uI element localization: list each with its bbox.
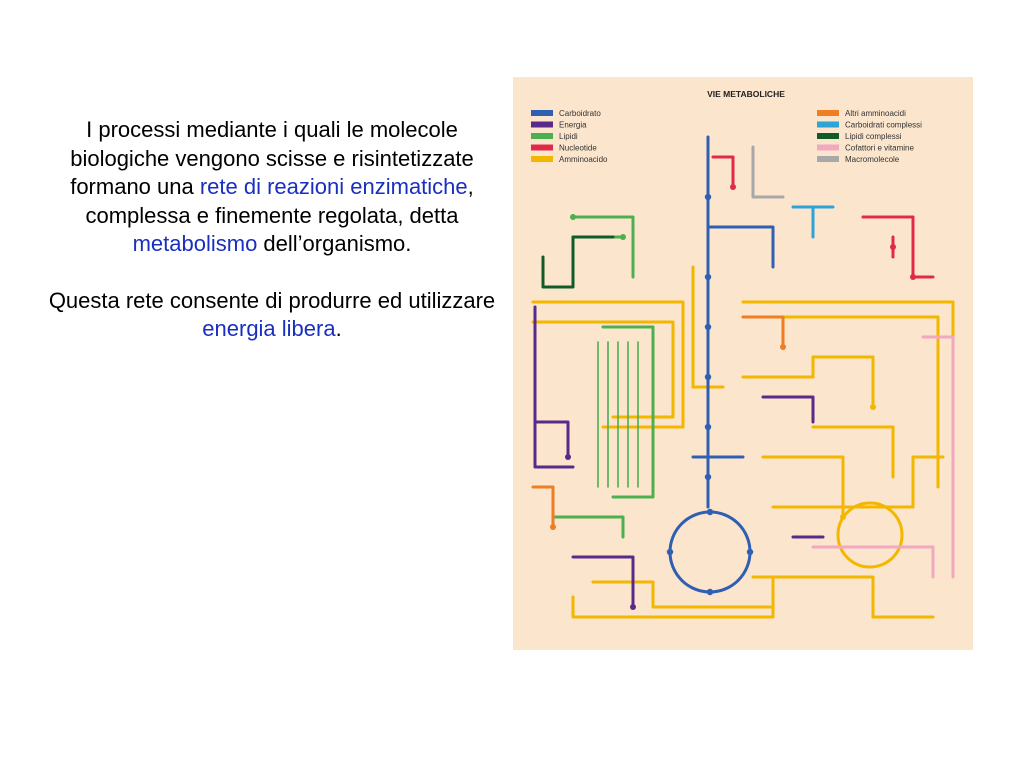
paragraph-free-energy [40,287,504,344]
pathway-complex-lipids [543,237,613,287]
figure-title: VIE METABOLICHE [707,89,785,99]
pathway-nucleotide-1 [713,157,733,187]
pathway-energy-2 [535,422,568,457]
node [570,214,576,220]
legend-swatch [531,145,553,151]
pathway-lipids-2 [573,217,633,277]
p2-highlight-free-energy: energia libera [202,316,336,341]
node [550,524,556,530]
legend-swatch [531,156,553,162]
node [705,324,711,330]
legend-label: Lipidi complessi [845,132,902,141]
pathway-amino-10 [753,577,933,617]
pathway-lipids-3 [553,517,623,537]
legend-label: Amminoacido [559,155,608,164]
pathway-amino-3 [743,302,953,497]
legend-swatch [531,110,553,116]
pathway-macromolecules [753,147,783,197]
pathway-carbs-branch [708,227,773,267]
legend-swatch [817,145,839,151]
p2-text-a: Questa rete consente di produrre ed utilizzare [48,287,496,313]
pathway-lipids-ladder [598,342,638,487]
pathway-amino-6 [593,582,773,607]
p2-text-c: . [335,316,342,341]
node [630,604,636,610]
node [667,549,673,555]
legend-label: Cofattori e vitamine [845,143,914,153]
p1-text-c: , complessa e finemente regolata, detta [85,174,474,228]
urea-cycle [838,503,902,567]
pathway-other-amino-1 [743,317,783,347]
p1-highlight-metabolism: metabolismo [132,231,258,256]
legend-label: Energia [559,120,587,130]
legend-swatch [817,133,839,139]
pathway-nucleotide-2 [863,217,933,277]
legend-label: Carboidrati complessi [845,120,922,130]
p1-text-a: I processi mediante i quali le molecole biologiche vengono scisse e risintetizzate formano una [70,117,474,199]
pathway-amino-9 [743,357,873,407]
p1-text-e: dell’organismo. [257,231,412,256]
node [705,274,711,280]
legend-swatch [817,156,839,162]
legend-swatch [531,122,553,128]
node [707,589,713,595]
node [565,454,571,460]
node [890,244,896,250]
metabolic-map [513,77,973,650]
node [705,194,711,200]
legend-label: Macromolecole [845,155,900,164]
pathway-energy-4 [763,397,813,422]
node [730,184,736,190]
node [705,374,711,380]
slide-text [40,116,504,344]
node [705,424,711,430]
legend-label: Altri amminoacidi [845,109,906,118]
metabolic-pathways-figure [513,77,973,650]
legend-label: Lipidi [559,132,578,141]
node [707,509,713,515]
pathway-amino-4 [743,317,938,487]
legend-label: Nucleotide [559,143,597,153]
legend-swatch [817,110,839,116]
node [780,344,786,350]
node [910,274,916,280]
node [747,549,753,555]
pathway-complex-carbs [793,207,833,237]
legend-swatch [817,122,839,128]
pathway-amino-7 [773,457,943,507]
legend-left [531,109,608,164]
node [840,514,846,520]
pathway-cofactors-2 [813,547,933,577]
node [620,234,626,240]
p1-highlight-enzymatic-network: rete di reazioni enzimatiche [199,174,468,199]
pathway-lines [533,137,953,617]
node [705,474,711,480]
legend-swatch [531,133,553,139]
paragraph-metabolism [40,116,504,259]
node [870,404,876,410]
pathway-amino-12 [813,427,893,477]
legend-right [817,109,922,164]
krebs-cycle [670,512,750,592]
legend-label: Carboidrato [559,109,601,118]
pathway-other-amino-2 [533,487,553,527]
